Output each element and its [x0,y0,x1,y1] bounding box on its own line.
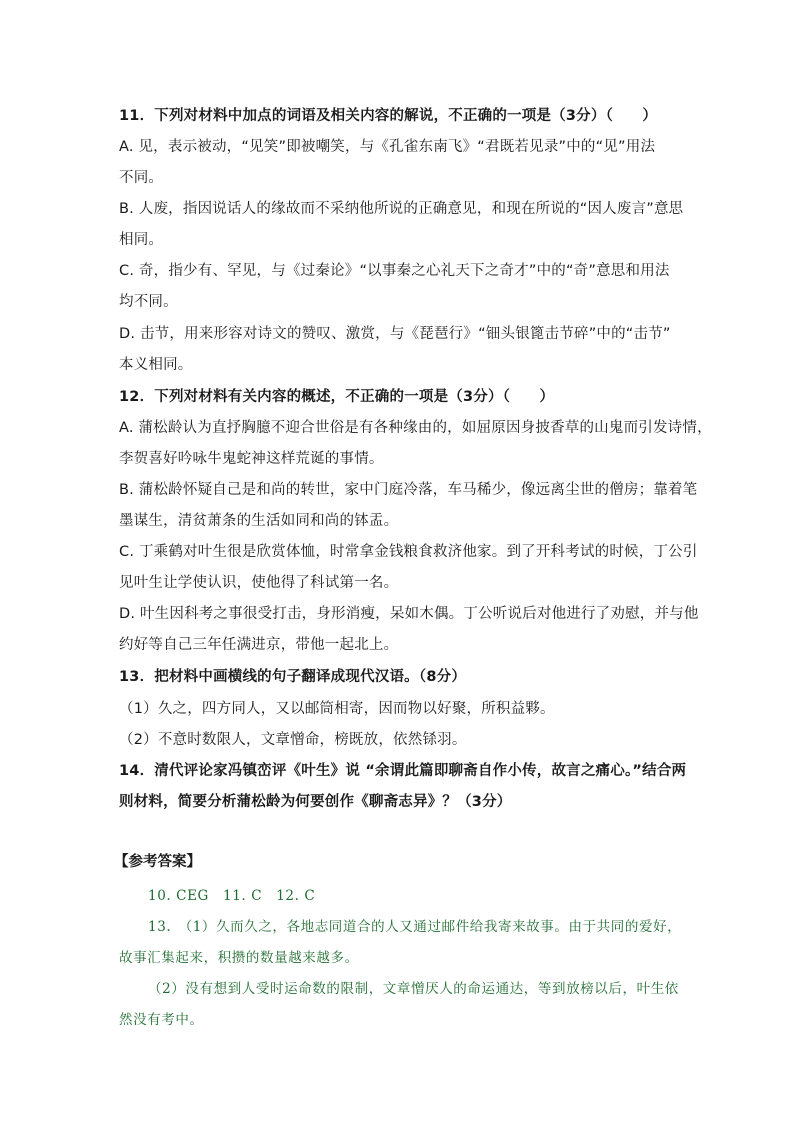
answer-heading: 【参考答案】 [114,854,201,870]
q12-option-c-line2: 见叶生让学使认识，使他得了科试第一名。 [119,575,399,591]
q12-option-d-line2: 约好等自己三年任满进京，带他一起北上。 [119,637,399,653]
q13-sentence-1: （1）久之，四方同人，又以邮筒相寄，因而物以好聚，所积益夥。 [119,701,555,717]
answer-line-1: 10. CEG 11. C 12. C [148,888,316,904]
q11-option-a-line2: 不同。 [119,170,164,186]
question-14-title-line2: 则材料，简要分析蒲松龄为何要创作《聊斋志异》？（3分） [119,794,512,810]
answer-line-5: 然没有考中。 [119,1012,204,1028]
q12-option-a-line1: A. 蒲松龄认为直抒胸臆不迎合世俗是有各种缘由的，如屈原因身披香草的山鬼而引发诗情， [119,420,712,436]
question-14-title-line1: 14．清代评论家冯镇峦评《叶生》说 “余谓此篇即聊斋自作小传，故言之痛心。”结合两 [119,763,687,779]
q12-option-b-line2: 墨谋生，清贫萧条的生活如同和尚的钵盂。 [119,513,399,529]
question-11-title: 11．下列对材料中加点的词语及相关内容的解说，不正确的一项是（3分）（ ） [119,108,658,124]
question-12-title: 12．下列对材料有关内容的概述，不正确的一项是（3分）（ ） [119,389,555,405]
question-13-title: 13．把材料中画横线的句子翻译成现代汉语。（8分） [119,669,467,685]
q11-option-b-line2: 相同。 [119,232,164,248]
q12-option-c-line1: C. 丁乘鹤对叶生很是欣赏体恤，时常拿金钱粮食救济他家。到了开科考试的时候，丁公引 [119,544,698,560]
q11-option-c-line1: C. 奇，指少有、罕见，与《过秦论》“以事秦之心礼天下之奇才”中的“奇”意思和用法 [119,263,670,279]
q11-option-c-line2: 均不同。 [119,294,178,310]
q11-option-b-line1: B. 人废，指因说话人的缘故而不采纳他所说的正确意见，和现在所说的“因人废言”意思 [119,201,684,217]
answer-line-2: 13. （1）久而久之，各地志同道合的人又通过邮件给我寄来故事。由于共同的爱好， [148,919,682,935]
q11-option-d-line1: D. 击节，用来形容对诗文的赞叹、激赏，与《琵琶行》“钿头银篦击节碎”中的“击节” [119,326,671,342]
q12-option-d-line1: D. 叶生因科考之事很受打击，身形消瘦，呆如木偶。丁公听说后对他进行了劝慰，并与他 [119,606,699,622]
q12-option-b-line1: B. 蒲松龄怀疑自己是和尚的转世，家中门庭冷落，车马稀少，像远离尘世的僧房；靠着笔 [119,482,698,498]
q11-option-d-line2: 本义相同。 [119,357,193,373]
q11-option-a-line1: A. 见，表示被动，“见笑”即被嘲笑，与《孔雀东南飞》“君既若见录”中的“见”用法 [119,139,656,155]
answer-line-4: （2）没有想到人受时运命数的限制，文章憎厌人的命运通达，等到放榜以后，叶生依 [148,981,679,997]
q13-sentence-2: （2）不意时数限人，文章憎命，榜既放，依然铩羽。 [119,732,467,748]
answer-line-3: 故事汇集起来，积攒的数量越来越多。 [119,950,359,966]
q12-option-a-line2: 李贺喜好吟咏牛鬼蛇神这样荒诞的事情。 [119,451,384,467]
